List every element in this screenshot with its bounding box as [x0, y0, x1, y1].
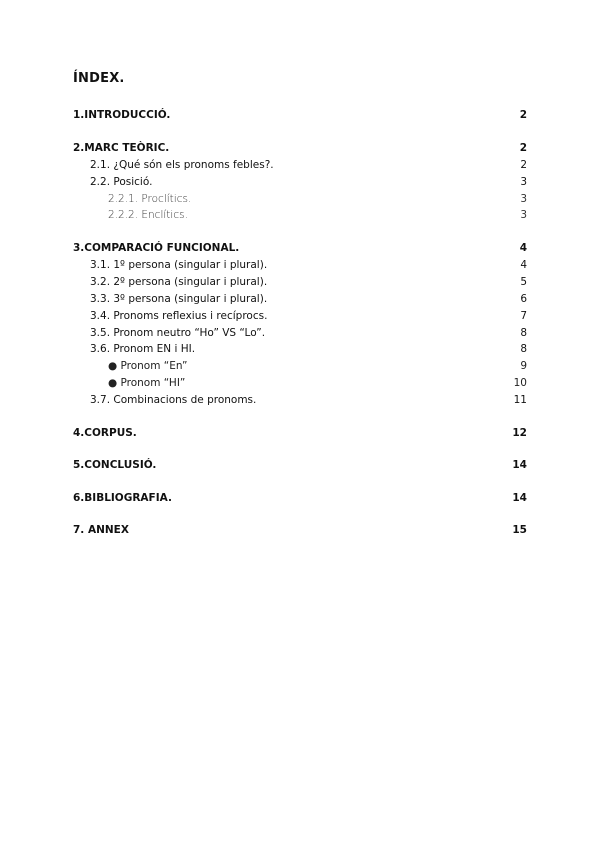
toc-entry-page: 4: [519, 242, 527, 254]
toc-entry[interactable]: [0, 358, 600, 374]
toc-entry[interactable]: [0, 257, 600, 273]
toc-entry[interactable]: [0, 107, 600, 123]
toc-entry[interactable]: [0, 341, 600, 357]
toc-entry-page: 3: [520, 209, 527, 221]
toc-entry-label: 3.3. 3º persona (singular i plural).: [90, 293, 268, 305]
toc-entry-page: 15: [512, 524, 527, 536]
toc-entry-page: 3: [520, 193, 527, 205]
toc-entry-label: 3.7. Combinacions de pronoms.: [90, 394, 257, 406]
toc-entry-page: 8: [520, 327, 527, 339]
index-title: ÍNDEX.: [73, 71, 125, 86]
toc-entry-label: 1.INTRODUCCIÓ.: [73, 109, 171, 121]
toc-entry-page: 2: [519, 109, 527, 121]
toc-entry[interactable]: [0, 308, 600, 324]
toc-entry-label: 5.CONCLUSIÓ.: [73, 459, 157, 471]
toc-entry[interactable]: [0, 375, 600, 391]
toc-entry[interactable]: [0, 240, 600, 256]
toc-entry-label: 3.2. 2º persona (singular i plural).: [90, 276, 268, 288]
toc-entry-page: 14: [512, 492, 527, 504]
toc-entry[interactable]: [0, 274, 600, 290]
toc-entry[interactable]: [0, 457, 600, 473]
toc-entry[interactable]: [0, 425, 600, 441]
toc-entry[interactable]: [0, 490, 600, 506]
toc-entry-page: 11: [513, 394, 527, 406]
toc-entry-label: ● Pronom “En”: [108, 360, 188, 372]
toc-entry-label: 3.5. Pronom neutro “Ho” VS “Lo”.: [90, 327, 266, 339]
toc-entry-page: 12: [512, 427, 527, 439]
toc-entry-label: 6.BIBLIOGRAFIA.: [73, 492, 172, 504]
toc-entry-page: 14: [512, 459, 527, 471]
toc-entry-page: 5: [520, 276, 527, 288]
toc-entry-label: 4.CORPUS.: [73, 427, 137, 439]
toc-entry-label: 2.2.1. Proclítics.: [108, 193, 192, 205]
toc-entry[interactable]: [0, 174, 600, 190]
toc-entry-label: 3.1. 1º persona (singular i plural).: [90, 259, 268, 271]
toc-entry[interactable]: [0, 291, 600, 307]
toc-entry-label: ● Pronom “HI”: [108, 377, 186, 389]
toc-entry-page: 6: [520, 293, 527, 305]
toc-entry-label: 2.2. Posició.: [90, 176, 153, 188]
toc-entry[interactable]: [0, 207, 600, 223]
toc-entry-page: 9: [520, 360, 527, 372]
toc-entry[interactable]: [0, 140, 600, 156]
toc-entry-label: 2.MARC TEÒRIC.: [73, 142, 170, 154]
toc-entry-page: 2: [519, 142, 527, 154]
toc-entry[interactable]: [0, 522, 600, 538]
toc-entry-page: 10: [513, 377, 527, 389]
toc-entry-label: 2.2.2. Enclítics.: [108, 209, 188, 221]
toc-entry-page: 2: [520, 159, 527, 171]
toc-entry-page: 7: [520, 310, 527, 322]
toc-entry-label: 2.1. ¿Qué són els pronoms febles?.: [90, 159, 274, 171]
toc-entry-label: 7. ANNEX: [73, 524, 129, 536]
toc-entry-label: 3.4. Pronoms reflexius i recíprocs.: [90, 310, 268, 322]
toc-entry-label: 3.COMPARACIÓ FUNCIONAL.: [73, 242, 240, 254]
toc-entry[interactable]: [0, 392, 600, 408]
toc-entry-label: 3.6. Pronom EN i HI.: [90, 343, 196, 355]
toc-entry-page: 4: [520, 259, 527, 271]
toc-entry-page: 3: [520, 176, 527, 188]
toc-entry[interactable]: [0, 191, 600, 207]
toc-entry[interactable]: [0, 157, 600, 173]
toc-entry-page: 8: [520, 343, 527, 355]
toc-entry[interactable]: [0, 325, 600, 341]
